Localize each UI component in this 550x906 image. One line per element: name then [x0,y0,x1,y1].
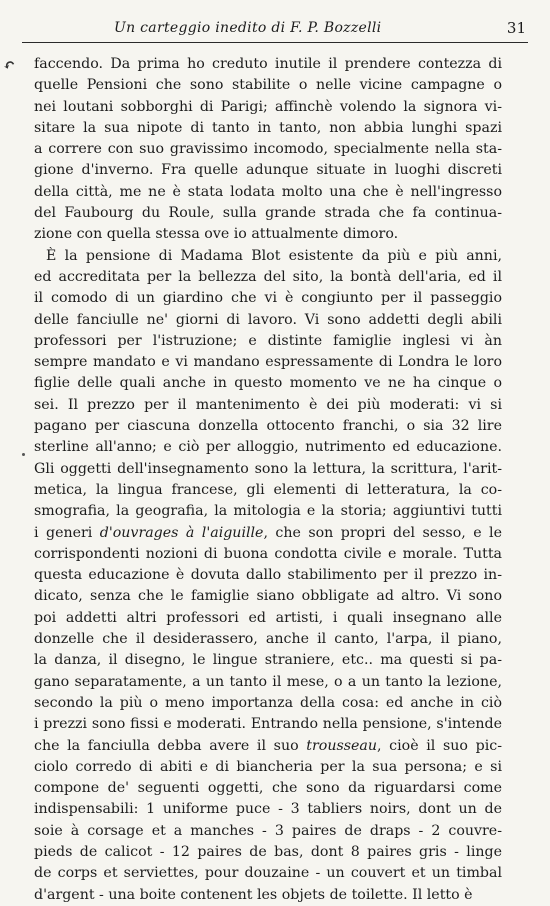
text-line: d'argent - una boite contenent les objets de toilette. Il letto è [34,886,473,903]
text-line: compone de' seguenti oggetti, che sono da riguardarsi come [34,780,502,797]
text-line: sei. Il prezzo per il mantenimento è dei più moderati: vi si [34,396,502,413]
text-line: È la pensione di Madama Blot esistente da più e più anni, [46,247,502,264]
text-line: figlie delle quali anche in questo momento ve ne ha cinque o [34,375,502,392]
italic-phrase: d'ouvrages à l'aiguille [99,524,264,541]
text-line: gano separatamente, a un tanto il mese, o a un tanto la lezione, [34,673,502,690]
text-segment: , che son propri del sesso, e le [263,524,502,541]
text-line: il comodo di un giardino che vi è congiunto per il passeggio [34,290,502,307]
text-line: faccendo. Da prima ho creduto inutile il prendere contezza di [34,56,502,72]
text-line: a correre con suo gravissimo incomodo, specialmente nella sta- [34,141,502,158]
margin-dot-mark [22,453,25,456]
text-line: della città, me ne è stata lodata molto una che è nell'ingresso [34,183,502,200]
text-line: la danza, il disegno, le lingue straniere, etc.. ma questi si pa- [34,652,502,669]
running-header [22,16,528,43]
text-line: professori per l'istruzione; e distinte famiglie inglesi vi àn [34,332,502,349]
text-line: donzelle che il desiderassero, anche il canto, l'arpa, il piano, [34,631,502,648]
text-line: questa educazione è dovuta dallo stabilimento per il prezzo in- [34,567,502,584]
text-line: corrispondenti nozioni di buona condotta civile e morale. Tutta [34,545,502,562]
margin-annotation-mark: ↶ [0,54,19,76]
text-line [34,736,502,757]
text-line: delle fanciulle ne' giorni di lavoro. Vi sono addetti degli abili [34,311,502,328]
text-line: sitare la sua nipote di tanto in tanto, non abbia lunghi spazi [34,119,502,136]
text-line: quelle Pensioni che sono stabilite o nelle vicine campagne o [34,77,502,94]
text-line: indispensabili: 1 uniforme puce - 3 tabliers noirs, dont un de [34,801,502,818]
page-number: 31 [506,19,526,37]
text-line: poi addetti altri professori ed artisti, i quali insegnano alle [34,609,502,626]
text-line: pagano per ciascuna donzella ottocento franchi, o sia 32 lire [34,418,502,435]
text-line: ciolo corredo di abiti e di biancheria per la sua persona; e si [34,758,502,775]
text-line: gione d'inverno. Fra quelle adunque situate in luoghi discreti [34,162,502,179]
text-line: metica, la lingua francese, gli elementi di letteratura, la co- [34,481,502,498]
text-line: ed accreditata per la bellezza del sito, la bontà dell'aria, ed il [34,268,502,285]
text-segment: i generi [34,524,100,541]
text-segment: , cioè il suo pic- [377,737,502,754]
italic-phrase: trousseau [306,737,378,754]
text-line: soie à corsage et a manches - 3 paires de draps - 2 couvre- [34,822,502,839]
header-title: Un carteggio inedito di F. P. Bozzelli [114,20,382,36]
text-line: pieds de calicot - 12 paires de bas, dont 8 paires gris - linge [34,843,502,860]
text-segment: che la fanciulla debba avere il suo [34,737,307,754]
text-line: smografia, la geografia, la mitologia e la storia; aggiuntivi tutti [34,503,502,520]
text-line: dicato, senza che le famiglie siano obbligate ad altro. Vi sono [34,588,502,605]
text-line: nei loutani sobborghi di Parigi; affinchè volendo la signora vi- [34,98,502,115]
text-line: secondo la più o meno importanza della cosa: ed anche in ciò [34,694,502,711]
text-line: zione con quella stessa ove io attualmente dimoro. [34,226,399,243]
body-text [34,54,502,906]
text-line: sterline all'anno; e ciò per alloggio, nutrimento ed educazione. [34,439,502,456]
text-line: de corps et serviettes, pour douzaine - un couvert et un timbal [34,865,502,882]
text-line [34,523,502,544]
text-line: Gli oggetti dell'insegnamento sono la lettura, la scrittura, l'arit- [34,460,502,477]
text-line: i prezzi sono fissi e moderati. Entrando nella pensione, s'intende [34,716,502,733]
text-line: sempre mandato e vi mandano espressamente di Londra le loro [34,354,502,371]
text-line: del Faubourg du Roule, sulla grande strada che fa continua- [34,205,502,222]
